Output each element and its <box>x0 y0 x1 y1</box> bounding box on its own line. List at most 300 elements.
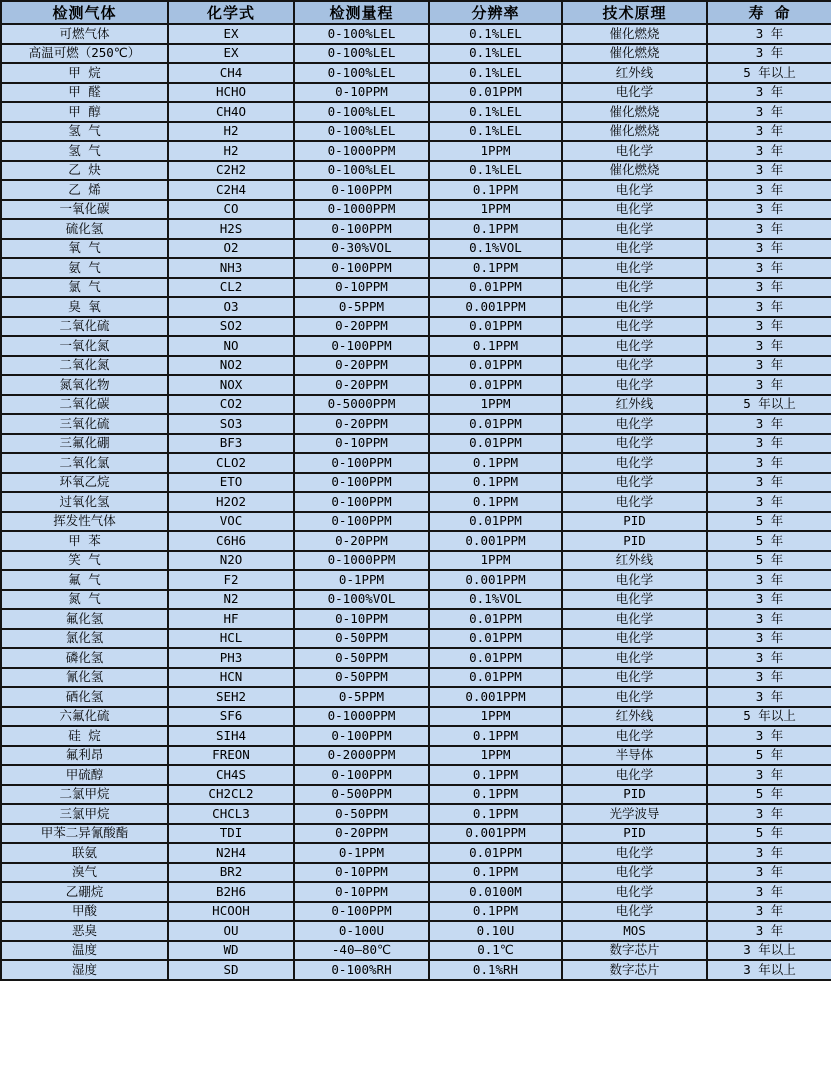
cell-resolution: 0.001PPM <box>429 570 562 590</box>
cell-gas-name: 三氯甲烷 <box>1 804 168 824</box>
cell-principle: 半导体 <box>562 746 707 766</box>
cell-lifespan: 5 年 <box>707 746 831 766</box>
cell-gas-name: 氢 气 <box>1 122 168 142</box>
cell-principle: 电化学 <box>562 453 707 473</box>
cell-range: 0-10PPM <box>294 863 429 883</box>
cell-gas-name: 联氨 <box>1 843 168 863</box>
cell-principle: 电化学 <box>562 668 707 688</box>
cell-range: 0-1PPM <box>294 570 429 590</box>
cell-range: 0-1000PPM <box>294 141 429 161</box>
cell-lifespan: 3 年 <box>707 590 831 610</box>
cell-formula: CL2 <box>168 278 294 298</box>
cell-range: 0-5000PPM <box>294 395 429 415</box>
cell-principle: 电化学 <box>562 726 707 746</box>
cell-resolution: 0.1%LEL <box>429 24 562 44</box>
cell-gas-name: 氟 气 <box>1 570 168 590</box>
cell-principle: 电化学 <box>562 629 707 649</box>
cell-principle: PID <box>562 531 707 551</box>
cell-gas-name: 甲 烷 <box>1 63 168 83</box>
cell-formula: SO3 <box>168 414 294 434</box>
table-row <box>1 317 831 337</box>
cell-formula: HCOOH <box>168 902 294 922</box>
cell-lifespan: 3 年 <box>707 570 831 590</box>
cell-lifespan: 3 年以上 <box>707 960 831 980</box>
table-row <box>1 590 831 610</box>
cell-formula: PH3 <box>168 648 294 668</box>
table-row <box>1 609 831 629</box>
cell-lifespan: 5 年 <box>707 512 831 532</box>
cell-gas-name: 高温可燃（250℃） <box>1 44 168 64</box>
cell-gas-name: 甲苯二异氰酸酯 <box>1 824 168 844</box>
cell-resolution: 0.10U <box>429 921 562 941</box>
cell-resolution: 0.1PPM <box>429 219 562 239</box>
cell-formula: HCL <box>168 629 294 649</box>
cell-range: 0-1000PPM <box>294 551 429 571</box>
table-row <box>1 726 831 746</box>
cell-range: 0-100%LEL <box>294 24 429 44</box>
table-row <box>1 258 831 278</box>
cell-range: 0-20PPM <box>294 375 429 395</box>
cell-lifespan: 3 年 <box>707 336 831 356</box>
cell-formula: O2 <box>168 239 294 259</box>
cell-formula: WD <box>168 941 294 961</box>
cell-lifespan: 3 年 <box>707 161 831 181</box>
cell-resolution: 0.1%LEL <box>429 122 562 142</box>
cell-formula: NOX <box>168 375 294 395</box>
cell-gas-name: 二氧化硫 <box>1 317 168 337</box>
cell-range: 0-20PPM <box>294 414 429 434</box>
cell-gas-name: 氟利昂 <box>1 746 168 766</box>
cell-range: 0-100PPM <box>294 453 429 473</box>
cell-formula: BF3 <box>168 434 294 454</box>
cell-lifespan: 3 年 <box>707 141 831 161</box>
cell-gas-name: 硒化氢 <box>1 687 168 707</box>
cell-range: 0-100%LEL <box>294 161 429 181</box>
cell-principle: 电化学 <box>562 590 707 610</box>
cell-lifespan: 3 年 <box>707 24 831 44</box>
cell-formula: FREON <box>168 746 294 766</box>
cell-gas-name: 笑 气 <box>1 551 168 571</box>
cell-lifespan: 3 年 <box>707 765 831 785</box>
cell-gas-name: 甲硫醇 <box>1 765 168 785</box>
table-row <box>1 24 831 44</box>
table-row <box>1 824 831 844</box>
cell-formula: CO <box>168 200 294 220</box>
cell-formula: C2H4 <box>168 180 294 200</box>
cell-formula: N2H4 <box>168 843 294 863</box>
cell-principle: 电化学 <box>562 180 707 200</box>
cell-principle: 电化学 <box>562 843 707 863</box>
cell-lifespan: 3 年 <box>707 863 831 883</box>
cell-gas-name: 恶臭 <box>1 921 168 941</box>
cell-lifespan: 3 年 <box>707 278 831 298</box>
cell-lifespan: 5 年 <box>707 824 831 844</box>
cell-range: 0-100PPM <box>294 765 429 785</box>
cell-gas-name: 氧 气 <box>1 239 168 259</box>
cell-lifespan: 3 年 <box>707 804 831 824</box>
cell-range: 0-20PPM <box>294 824 429 844</box>
table-row <box>1 492 831 512</box>
cell-range: 0-50PPM <box>294 629 429 649</box>
cell-range: 0-1PPM <box>294 843 429 863</box>
cell-principle: 电化学 <box>562 375 707 395</box>
table-row <box>1 902 831 922</box>
cell-resolution: 0.1℃ <box>429 941 562 961</box>
cell-range: 0-10PPM <box>294 434 429 454</box>
table-row <box>1 941 831 961</box>
cell-range: 0-50PPM <box>294 804 429 824</box>
cell-range: 0-500PPM <box>294 785 429 805</box>
cell-gas-name: 甲酸 <box>1 902 168 922</box>
cell-resolution: 0.1%LEL <box>429 44 562 64</box>
cell-lifespan: 5 年 <box>707 551 831 571</box>
cell-formula: C2H2 <box>168 161 294 181</box>
cell-formula: CH4S <box>168 765 294 785</box>
cell-resolution: 0.1PPM <box>429 785 562 805</box>
cell-formula: B2H6 <box>168 882 294 902</box>
cell-resolution: 0.001PPM <box>429 297 562 317</box>
cell-formula: H2S <box>168 219 294 239</box>
cell-lifespan: 3 年 <box>707 414 831 434</box>
cell-gas-name: 一氧化碳 <box>1 200 168 220</box>
cell-gas-name: 氨 气 <box>1 258 168 278</box>
cell-formula: C6H6 <box>168 531 294 551</box>
table-body <box>1 24 831 980</box>
cell-formula: EX <box>168 24 294 44</box>
cell-lifespan: 3 年 <box>707 921 831 941</box>
cell-range: 0-10PPM <box>294 609 429 629</box>
cell-resolution: 0.01PPM <box>429 648 562 668</box>
cell-lifespan: 3 年 <box>707 239 831 259</box>
cell-gas-name: 乙 烯 <box>1 180 168 200</box>
header-row <box>1 1 831 24</box>
cell-formula: CH2CL2 <box>168 785 294 805</box>
cell-gas-name: 一氧化氮 <box>1 336 168 356</box>
cell-range: 0-100PPM <box>294 258 429 278</box>
cell-gas-name: 二氧化氯 <box>1 453 168 473</box>
cell-formula: SF6 <box>168 707 294 727</box>
cell-formula: N2O <box>168 551 294 571</box>
cell-principle: 电化学 <box>562 882 707 902</box>
cell-lifespan: 5 年以上 <box>707 707 831 727</box>
cell-lifespan: 5 年以上 <box>707 395 831 415</box>
cell-gas-name: 氟化氢 <box>1 609 168 629</box>
cell-gas-name: 六氟化硫 <box>1 707 168 727</box>
cell-range: 0-100PPM <box>294 180 429 200</box>
cell-principle: 数字芯片 <box>562 960 707 980</box>
cell-formula: BR2 <box>168 863 294 883</box>
table-row <box>1 668 831 688</box>
cell-lifespan: 3 年 <box>707 668 831 688</box>
cell-formula: NO2 <box>168 356 294 376</box>
table-row <box>1 629 831 649</box>
cell-lifespan: 3 年 <box>707 629 831 649</box>
cell-range: 0-10PPM <box>294 278 429 298</box>
cell-formula: SIH4 <box>168 726 294 746</box>
cell-lifespan: 3 年 <box>707 882 831 902</box>
column-header-range: 检测量程 <box>294 1 429 24</box>
cell-principle: 电化学 <box>562 609 707 629</box>
cell-range: 0-1000PPM <box>294 707 429 727</box>
cell-range: 0-100PPM <box>294 473 429 493</box>
cell-gas-name: 二氧化氮 <box>1 356 168 376</box>
cell-gas-name: 磷化氢 <box>1 648 168 668</box>
table-row <box>1 180 831 200</box>
cell-principle: 电化学 <box>562 356 707 376</box>
cell-gas-name: 硅 烷 <box>1 726 168 746</box>
cell-range: 0-100%LEL <box>294 102 429 122</box>
cell-lifespan: 3 年 <box>707 297 831 317</box>
cell-resolution: 0.1PPM <box>429 180 562 200</box>
cell-resolution: 0.001PPM <box>429 687 562 707</box>
cell-lifespan: 3 年 <box>707 180 831 200</box>
cell-principle: 电化学 <box>562 219 707 239</box>
cell-resolution: 0.01PPM <box>429 278 562 298</box>
cell-range: 0-10PPM <box>294 83 429 103</box>
cell-gas-name: 氢 气 <box>1 141 168 161</box>
table-row <box>1 687 831 707</box>
cell-range: 0-100%LEL <box>294 44 429 64</box>
cell-lifespan: 3 年 <box>707 44 831 64</box>
table-row <box>1 570 831 590</box>
cell-principle: 电化学 <box>562 258 707 278</box>
table-row <box>1 921 831 941</box>
cell-range: 0-100PPM <box>294 512 429 532</box>
cell-lifespan: 3 年 <box>707 200 831 220</box>
cell-resolution: 0.1PPM <box>429 902 562 922</box>
cell-resolution: 0.1PPM <box>429 804 562 824</box>
cell-principle: 电化学 <box>562 200 707 220</box>
cell-gas-name: 温度 <box>1 941 168 961</box>
cell-lifespan: 3 年 <box>707 726 831 746</box>
cell-lifespan: 3 年 <box>707 102 831 122</box>
cell-gas-name: 乙 炔 <box>1 161 168 181</box>
cell-lifespan: 5 年 <box>707 531 831 551</box>
cell-principle: PID <box>562 785 707 805</box>
table-row <box>1 102 831 122</box>
table-row <box>1 336 831 356</box>
table-header <box>1 1 831 24</box>
cell-range: 0-20PPM <box>294 317 429 337</box>
column-header-lifespan: 寿 命 <box>707 1 831 24</box>
cell-lifespan: 3 年 <box>707 648 831 668</box>
table-row <box>1 765 831 785</box>
cell-resolution: 0.0100M <box>429 882 562 902</box>
cell-resolution: 1PPM <box>429 141 562 161</box>
cell-range: 0-2000PPM <box>294 746 429 766</box>
table-row <box>1 746 831 766</box>
cell-principle: 催化燃烧 <box>562 102 707 122</box>
cell-principle: 电化学 <box>562 687 707 707</box>
cell-range: 0-100%RH <box>294 960 429 980</box>
cell-lifespan: 3 年 <box>707 453 831 473</box>
cell-gas-name: 臭 氧 <box>1 297 168 317</box>
cell-range: 0-20PPM <box>294 356 429 376</box>
cell-resolution: 0.1%VOL <box>429 239 562 259</box>
cell-formula: ETO <box>168 473 294 493</box>
cell-gas-name: 乙硼烷 <box>1 882 168 902</box>
cell-gas-name: 二氯甲烷 <box>1 785 168 805</box>
cell-gas-name: 三氟化硼 <box>1 434 168 454</box>
cell-formula: OU <box>168 921 294 941</box>
cell-principle: 电化学 <box>562 414 707 434</box>
table-row <box>1 707 831 727</box>
cell-resolution: 0.01PPM <box>429 434 562 454</box>
cell-resolution: 0.1%VOL <box>429 590 562 610</box>
cell-range: 0-100PPM <box>294 336 429 356</box>
cell-principle: 电化学 <box>562 473 707 493</box>
table-row <box>1 44 831 64</box>
cell-gas-name: 氮 气 <box>1 590 168 610</box>
table-row <box>1 960 831 980</box>
cell-range: 0-10PPM <box>294 882 429 902</box>
table-row <box>1 239 831 259</box>
cell-lifespan: 5 年 <box>707 785 831 805</box>
cell-formula: CHCL3 <box>168 804 294 824</box>
cell-resolution: 0.01PPM <box>429 356 562 376</box>
cell-range: 0-1000PPM <box>294 200 429 220</box>
cell-lifespan: 3 年 <box>707 375 831 395</box>
cell-formula: SO2 <box>168 317 294 337</box>
cell-resolution: 0.1%RH <box>429 960 562 980</box>
cell-range: -40—80℃ <box>294 941 429 961</box>
table-row <box>1 414 831 434</box>
cell-principle: 红外线 <box>562 395 707 415</box>
cell-formula: SD <box>168 960 294 980</box>
table-row <box>1 512 831 532</box>
cell-principle: 电化学 <box>562 317 707 337</box>
cell-formula: HF <box>168 609 294 629</box>
cell-resolution: 0.1%LEL <box>429 161 562 181</box>
cell-formula: H2 <box>168 122 294 142</box>
table-row <box>1 122 831 142</box>
cell-principle: 电化学 <box>562 83 707 103</box>
cell-resolution: 1PPM <box>429 746 562 766</box>
cell-range: 0-5PPM <box>294 297 429 317</box>
table-row <box>1 804 831 824</box>
cell-resolution: 1PPM <box>429 200 562 220</box>
cell-formula: H2O2 <box>168 492 294 512</box>
cell-principle: 红外线 <box>562 551 707 571</box>
cell-resolution: 0.01PPM <box>429 609 562 629</box>
cell-lifespan: 3 年以上 <box>707 941 831 961</box>
cell-principle: 红外线 <box>562 63 707 83</box>
cell-gas-name: 硫化氢 <box>1 219 168 239</box>
cell-resolution: 0.01PPM <box>429 317 562 337</box>
table-row <box>1 83 831 103</box>
cell-gas-name: 溴气 <box>1 863 168 883</box>
cell-gas-name: 二氧化碳 <box>1 395 168 415</box>
cell-formula: N2 <box>168 590 294 610</box>
cell-formula: HCN <box>168 668 294 688</box>
cell-lifespan: 3 年 <box>707 843 831 863</box>
cell-gas-name: 甲 醛 <box>1 83 168 103</box>
cell-resolution: 0.01PPM <box>429 414 562 434</box>
table-row <box>1 297 831 317</box>
cell-range: 0-30%VOL <box>294 239 429 259</box>
cell-range: 0-100%VOL <box>294 590 429 610</box>
cell-principle: 催化燃烧 <box>562 44 707 64</box>
cell-principle: 电化学 <box>562 278 707 298</box>
cell-lifespan: 3 年 <box>707 122 831 142</box>
cell-resolution: 0.1PPM <box>429 453 562 473</box>
table-row <box>1 785 831 805</box>
cell-gas-name: 甲 醇 <box>1 102 168 122</box>
cell-formula: NH3 <box>168 258 294 278</box>
table-row <box>1 843 831 863</box>
cell-formula: HCHO <box>168 83 294 103</box>
cell-gas-name: 过氧化氢 <box>1 492 168 512</box>
table-row <box>1 375 831 395</box>
cell-resolution: 0.01PPM <box>429 83 562 103</box>
cell-gas-name: 氯 气 <box>1 278 168 298</box>
cell-lifespan: 3 年 <box>707 258 831 278</box>
cell-gas-name: 环氧乙烷 <box>1 473 168 493</box>
column-header-principle: 技术原理 <box>562 1 707 24</box>
cell-formula: CH4 <box>168 63 294 83</box>
cell-resolution: 1PPM <box>429 551 562 571</box>
cell-resolution: 0.1%LEL <box>429 102 562 122</box>
cell-principle: 电化学 <box>562 570 707 590</box>
cell-resolution: 0.01PPM <box>429 843 562 863</box>
cell-resolution: 0.1PPM <box>429 336 562 356</box>
cell-range: 0-20PPM <box>294 531 429 551</box>
cell-gas-name: 三氧化硫 <box>1 414 168 434</box>
table-row <box>1 863 831 883</box>
cell-principle: MOS <box>562 921 707 941</box>
cell-gas-name: 挥发性气体 <box>1 512 168 532</box>
cell-resolution: 0.1PPM <box>429 765 562 785</box>
cell-lifespan: 3 年 <box>707 434 831 454</box>
cell-resolution: 0.001PPM <box>429 531 562 551</box>
cell-formula: O3 <box>168 297 294 317</box>
cell-range: 0-100PPM <box>294 219 429 239</box>
table-row <box>1 356 831 376</box>
table-row <box>1 200 831 220</box>
cell-resolution: 0.1PPM <box>429 492 562 512</box>
table-row <box>1 161 831 181</box>
cell-range: 0-100PPM <box>294 726 429 746</box>
cell-lifespan: 3 年 <box>707 902 831 922</box>
cell-range: 0-100PPM <box>294 492 429 512</box>
cell-principle: 电化学 <box>562 336 707 356</box>
table-row <box>1 473 831 493</box>
cell-formula: F2 <box>168 570 294 590</box>
cell-gas-name: 氯化氢 <box>1 629 168 649</box>
cell-gas-name: 氰化氢 <box>1 668 168 688</box>
cell-range: 0-100U <box>294 921 429 941</box>
cell-principle: 数字芯片 <box>562 941 707 961</box>
cell-principle: 电化学 <box>562 765 707 785</box>
cell-lifespan: 3 年 <box>707 609 831 629</box>
cell-gas-name: 可燃气体 <box>1 24 168 44</box>
cell-principle: PID <box>562 512 707 532</box>
column-header-formula: 化学式 <box>168 1 294 24</box>
cell-range: 0-100PPM <box>294 902 429 922</box>
cell-resolution: 0.1%LEL <box>429 63 562 83</box>
table-row <box>1 141 831 161</box>
cell-principle: 光学波导 <box>562 804 707 824</box>
cell-resolution: 0.01PPM <box>429 668 562 688</box>
table-row <box>1 453 831 473</box>
cell-lifespan: 3 年 <box>707 492 831 512</box>
cell-resolution: 0.1PPM <box>429 863 562 883</box>
cell-formula: H2 <box>168 141 294 161</box>
table-row <box>1 63 831 83</box>
cell-lifespan: 3 年 <box>707 219 831 239</box>
cell-resolution: 1PPM <box>429 707 562 727</box>
table-row <box>1 551 831 571</box>
